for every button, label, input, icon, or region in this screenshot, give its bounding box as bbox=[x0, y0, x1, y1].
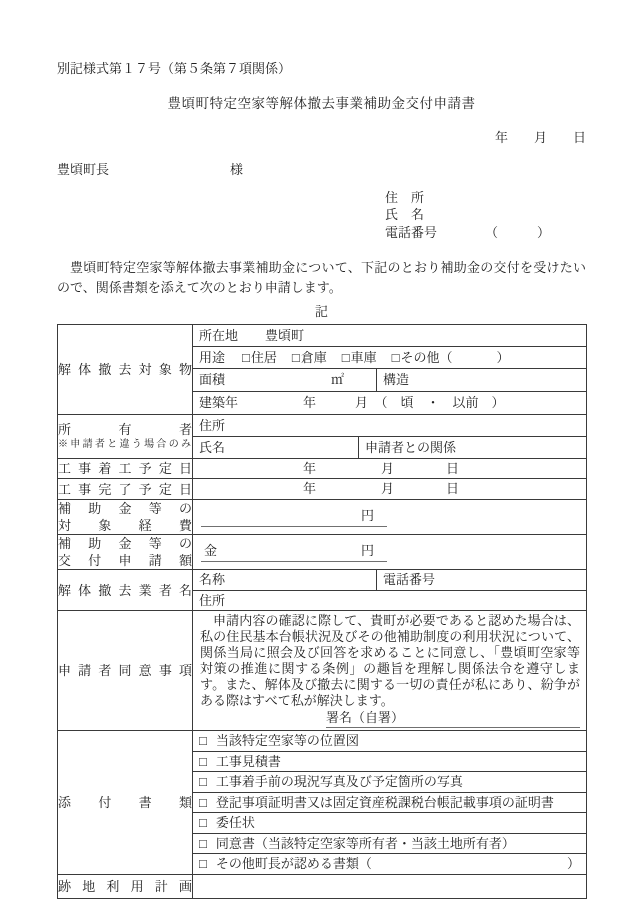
usage-option-residence: □ 住居 bbox=[242, 349, 277, 365]
list-marker: 記 bbox=[314, 304, 328, 320]
addressee-honorific: 様 bbox=[230, 162, 244, 178]
applicant-address-row bbox=[385, 189, 586, 207]
row-label-contractor: 解体撤去業者名 bbox=[58, 570, 193, 611]
contractor-phone-cell: 電話番号 bbox=[376, 570, 586, 590]
applicant-phone-blank: （ ） bbox=[485, 224, 551, 240]
expense-cell bbox=[193, 506, 586, 528]
area-label: 面積 bbox=[199, 372, 226, 388]
usage-option-other: □ その他（ ） bbox=[391, 349, 510, 365]
structure-label: 構造 bbox=[383, 372, 410, 388]
attachment-item-other: □ その他町長が認める書類（ ） bbox=[199, 856, 580, 872]
table-row bbox=[58, 324, 587, 346]
body-paragraph: 豊頃町特定空家等解体撤去事業補助金について、下記のとおり補助金の交付を受けたいので、関係書類を添えて次のとおり申請します。 bbox=[57, 260, 586, 296]
checkbox-icon: □ bbox=[199, 794, 207, 810]
expense-unit: 円 bbox=[360, 508, 374, 524]
table-row bbox=[58, 479, 587, 500]
owner-name-cell: 氏名 bbox=[199, 439, 226, 455]
table-row bbox=[58, 611, 587, 731]
checkbox-icon: □ bbox=[341, 349, 350, 365]
consent-text: 申請内容の確認に際して、貴町が必要であると認めた場合は、私の住民基本台帳状況及びその他補助制度の利用状況について、関係当局に照会及び回答を求めることに同意し、「豊頃町空家等対策の推進に関する条例」の趣旨を理解し関係法令を遵守します。また、解体及び撤去に関する一切の責任が私にあり、紛争がある際はすべて私が解決します。 bbox=[200, 613, 580, 709]
row-label-attachments: 添付書類 bbox=[58, 731, 193, 875]
contractor-name-cell: 名称 bbox=[199, 572, 226, 587]
structure-cell bbox=[376, 369, 586, 391]
attachment-item: □ 登記事項証明書又は固定資産税課税台帳記載事項の証明書 bbox=[199, 794, 554, 810]
table-row bbox=[58, 731, 587, 752]
amount-prefix: 金 bbox=[204, 543, 218, 559]
attachment-item: □ 当該特定空家等の位置図 bbox=[199, 733, 359, 749]
table-row bbox=[58, 535, 587, 570]
table-row bbox=[58, 874, 587, 898]
table-row bbox=[58, 570, 587, 591]
built-year-cell: 建築年 年 月 （ 頃 ・ 以前 ） bbox=[199, 395, 505, 411]
amount-unit: 円 bbox=[360, 543, 374, 559]
date-line: 年 月 日 bbox=[494, 129, 586, 145]
area-cell bbox=[193, 369, 376, 391]
consent-cell bbox=[193, 611, 586, 730]
checkbox-icon: □ bbox=[291, 349, 300, 365]
owner-address-cell: 住所 bbox=[199, 417, 226, 433]
attachment-item: □ 委任状 bbox=[199, 815, 255, 831]
applicant-address-label: 住 所 bbox=[385, 189, 425, 205]
signature-line: 署名（自署） bbox=[326, 710, 580, 728]
usage-option-garage: □ 車庫 bbox=[341, 349, 377, 365]
row-label-start-date: 工事着工予定日 bbox=[58, 458, 193, 479]
row-label-end-date: 工事完了予定日 bbox=[58, 479, 193, 500]
expense-blank-line bbox=[201, 507, 387, 527]
applicant-block bbox=[385, 189, 586, 242]
table-row bbox=[58, 500, 587, 535]
table-row bbox=[58, 414, 587, 436]
attachment-item: □ 工事着手前の現況写真及び予定箇所の写真 bbox=[199, 774, 463, 790]
applicant-name-row bbox=[385, 206, 586, 224]
applicant-phone-label: 電話番号 bbox=[385, 224, 438, 240]
owner-relation-cell: 申請者との関係 bbox=[358, 437, 586, 458]
amount-blank-line bbox=[201, 542, 387, 562]
checkbox-icon: □ bbox=[199, 753, 207, 769]
attachment-item: □ 工事見積書 bbox=[199, 753, 281, 769]
checkbox-icon: □ bbox=[199, 733, 207, 749]
page-title: 豊頃町特定空家等解体撤去事業補助金交付申請書 bbox=[167, 95, 476, 111]
row-label-site-plan: 跡地利用計画 bbox=[58, 874, 193, 898]
addressee-line bbox=[57, 161, 586, 179]
end-date-cell: 年 月 日 bbox=[199, 481, 460, 497]
checkbox-icon: □ bbox=[199, 856, 207, 872]
usage-option-warehouse: □ 倉庫 bbox=[291, 349, 327, 365]
location-cell bbox=[193, 326, 586, 346]
start-date-cell: 年 月 日 bbox=[199, 460, 460, 476]
amount-cell bbox=[193, 541, 586, 563]
row-label-expense: 補助金等の 対象経費 bbox=[58, 501, 192, 533]
addressee-name: 豊頃町長 bbox=[57, 162, 110, 178]
checkbox-icon: □ bbox=[199, 835, 207, 851]
application-form-table bbox=[57, 324, 587, 899]
location-label: 所在地 bbox=[199, 327, 239, 343]
usage-cell bbox=[193, 348, 586, 368]
checkbox-icon: □ bbox=[391, 349, 400, 365]
row-label-owner: 所有者 ※申請者と違う場合のみ bbox=[58, 414, 193, 458]
site-plan-cell bbox=[193, 885, 586, 887]
row-label-amount: 補助金等の 交付申請額 bbox=[58, 536, 192, 568]
attachment-item: □ 同意書（当該特定空家等所有者・当該土地所有者） bbox=[199, 835, 515, 851]
contractor-address-cell: 住所 bbox=[199, 592, 226, 608]
row-label-demolition-target: 解体撤去対象物 bbox=[58, 324, 193, 414]
usage-label: 用途 bbox=[199, 349, 226, 365]
row-label-consent: 申請者同意事項 bbox=[58, 611, 193, 731]
applicant-name-label: 氏 名 bbox=[385, 207, 425, 223]
applicant-phone-row bbox=[385, 224, 586, 242]
area-unit: ㎡ bbox=[330, 372, 344, 388]
location-value: 豊頃町 bbox=[265, 327, 305, 343]
checkbox-icon: □ bbox=[199, 815, 207, 831]
owner-note: ※申請者と違う場合のみ bbox=[58, 439, 192, 451]
checkbox-icon: □ bbox=[199, 774, 207, 790]
checkbox-icon: □ bbox=[242, 349, 250, 365]
table-row bbox=[58, 458, 587, 479]
form-number: 別記様式第１７号（第５条第７項関係） bbox=[57, 61, 292, 76]
